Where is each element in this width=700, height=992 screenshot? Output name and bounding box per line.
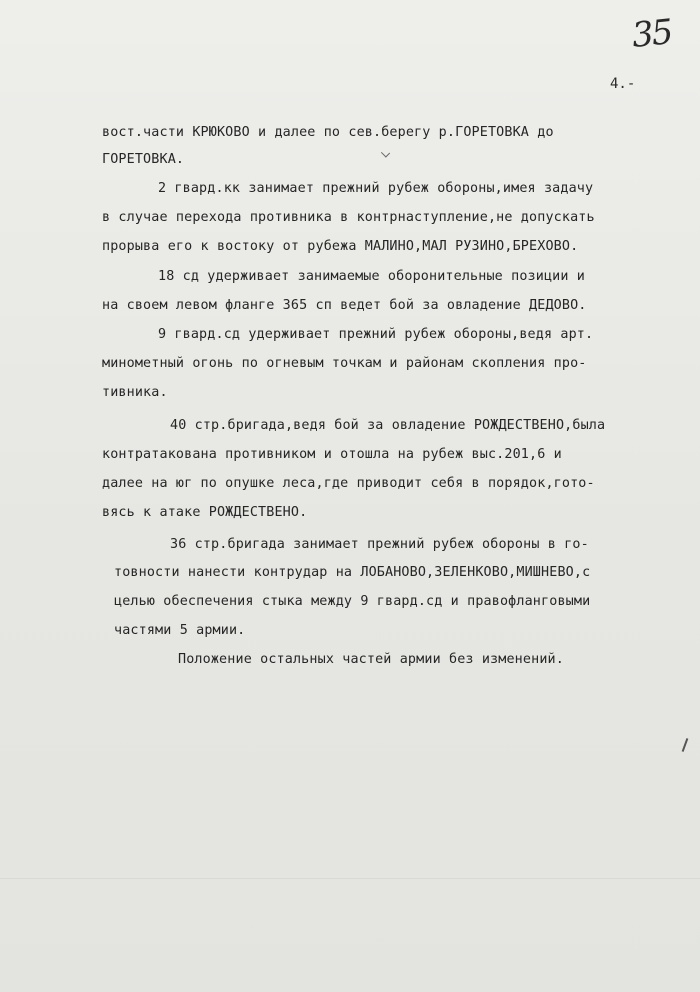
text-line: в случае перехода противника в контрнаступление,не допускать: [102, 210, 595, 225]
text-line: частями 5 армии.: [114, 623, 246, 638]
text-line: тивника.: [102, 385, 168, 400]
text-line: 9 гвард.сд удерживает прежний рубеж обороны,ведя арт.: [158, 327, 594, 342]
text-line: далее на юг по опушке леса,где приводит себя в порядок,гото-: [102, 476, 595, 491]
paper-fold-line: [0, 878, 700, 879]
text-line: контратакована противником и отошла на рубеж выс.201,6 и: [102, 447, 562, 462]
text-line: вост.части КРЮКОВО и далее по сев.берегу р.ГОРЕТОВКА до: [102, 125, 554, 140]
text-line: целью обеспечения стыка между 9 гвард.сд и правофланговыми: [114, 594, 591, 609]
handwritten-archive-number: 35: [630, 12, 674, 56]
text-line: 2 гвард.кк занимает прежний рубеж обороны,имея задачу: [158, 181, 594, 196]
text-line: товности нанести контрудар на ЛОБАНОВО,ЗЕЛЕНКОВО,МИШНЕВО,с: [114, 565, 591, 580]
text-line: ГОРЕТОВКА.: [102, 152, 185, 167]
text-line: Положение остальных частей армии без изменений.: [178, 652, 564, 667]
text-line: 36 стр.бригада занимает прежний рубеж обороны в го-: [170, 537, 589, 552]
text-line: прорыва его к востоку от рубежа МАЛИНО,МАЛ РУЗИНО,БРЕХОВО.: [102, 239, 579, 254]
text-line: 40 стр.бригада,ведя бой за овладение РОЖДЕСТВЕНО,была: [170, 418, 606, 433]
page-number: 4.-: [610, 76, 636, 92]
text-line: минометный огонь по огневым точкам и районам скопления про-: [102, 356, 587, 371]
text-line: вясь к атаке РОЖДЕСТВЕНО.: [102, 505, 308, 520]
text-line: 18 сд удерживает занимаемые оборонительные позиции и: [158, 269, 586, 284]
text-line: на своем левом фланге 365 сп ведет бой за овладение ДЕДОВО.: [102, 298, 587, 313]
